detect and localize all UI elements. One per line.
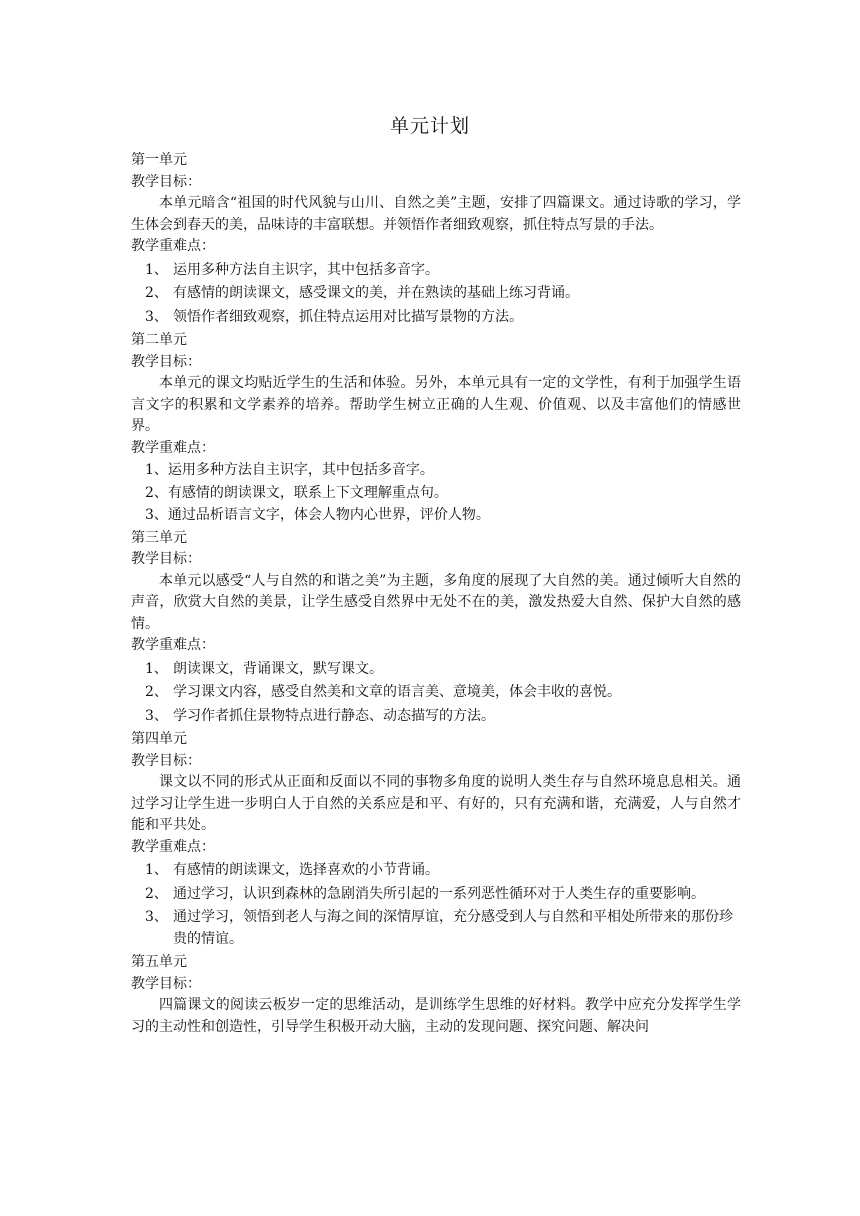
- goal-label: 教学目标：: [131, 752, 201, 769]
- list-item: [145, 659, 741, 681]
- item-number: 3、: [145, 707, 168, 724]
- goal-label: 教学目标：: [131, 975, 201, 992]
- goal-label: 教学目标：: [131, 551, 201, 567]
- item-text: 有感情的朗读课文，联系上下文理解重点句。: [167, 484, 448, 501]
- goal-label: 教学目标：: [131, 173, 201, 190]
- key-points-list: [145, 460, 741, 527]
- unit-heading: 第二单元: [131, 332, 187, 348]
- goal-paragraph: 四篇课文的阅读云板岁一定的思维活动，是训练学生思维的好材料。教学中应充分发挥学生学习的主动性和创造性，引导学生积极开动大脑，主动的发现问题、探究问题、解决问: [131, 997, 741, 1035]
- list-item: [145, 682, 741, 704]
- document-body: [131, 150, 741, 1038]
- unit-section: [131, 150, 741, 328]
- item-text: 通过学习，领悟到老人与海之间的深情厚谊，充分感受到人与自然和平相处所带来的那份珍贵的情谊。: [173, 909, 733, 947]
- unit-heading: 第五单元: [131, 954, 187, 970]
- item-text: 运用多种方法自主识字，其中包括多音字。: [173, 261, 439, 278]
- item-number: 2、: [145, 684, 168, 700]
- unit-heading: 第一单元: [131, 152, 187, 168]
- unit-section: [131, 330, 741, 527]
- item-text: 通过学习，认识到森林的急剧消失所引起的一系列恶性循环对于人类生存的重要影响。: [173, 885, 705, 902]
- key-points-label: 教学重难点：: [131, 838, 215, 855]
- key-points-list: [145, 659, 741, 728]
- key-points-label: 教学重难点：: [131, 439, 215, 456]
- item-number: 2、: [145, 484, 168, 501]
- item-number: 2、: [145, 885, 168, 902]
- list-item: [145, 884, 741, 906]
- document-title: 单元计划: [389, 115, 470, 137]
- item-text: 运用多种方法自主识字，其中包括多音字。: [167, 462, 434, 478]
- item-number: 2、: [145, 285, 168, 301]
- list-item: [145, 907, 741, 950]
- list-item: [145, 307, 741, 329]
- item-number: 1、: [145, 660, 168, 677]
- item-number: 1、: [145, 261, 168, 278]
- goal-paragraph: 课文以不同的形式从正面和反面以不同的事物多角度的说明人类生存与自然环境息息相关。通过学习让学生进一步明白人于自然的关系应是和平、有好的，只有充满和谐，充满爱，人与自然才能和平共处。: [131, 774, 741, 833]
- goal-paragraph: 本单元暗含“祖国的时代风貌与山川、自然之美”主题，安排了四篇课文。通过诗歌的学习，学生体会到春天的美，品味诗的丰富联想。并领悟作者细致观察，抓住特点写景的手法。: [131, 195, 741, 233]
- item-number: 1、: [145, 862, 168, 878]
- goal-paragraph: 本单元的课文均贴近学生的生活和体验。另外，本单元具有一定的文学性，有利于加强学生语言文字的积累和文学素养的培养。帮助学生树立正确的人生观、价值观、以及丰富他们的情感世界。: [131, 375, 741, 434]
- key-points-label: 教学重难点：: [131, 238, 215, 254]
- list-item: [145, 483, 741, 505]
- item-text: 学习课文内容，感受自然美和文章的语言美、意境美，体会丰收的喜悦。: [173, 684, 621, 700]
- key-points-list: [145, 260, 741, 329]
- unit-section: [131, 729, 741, 950]
- goal-label: 教学目标：: [131, 353, 201, 370]
- unit-section: [131, 952, 741, 1038]
- item-text: 学习作者抓住景物特点进行静态、动态描写的方法。: [173, 707, 495, 724]
- list-item: [145, 460, 741, 482]
- item-number: 3、: [145, 507, 168, 523]
- item-text: 领悟作者细致观察，抓住特点运用对比描写景物的方法。: [173, 308, 523, 325]
- goal-paragraph: 本单元以感受“人与自然的和谐之美”为主题，多角度的展现了大自然的美。通过倾听大自然的声音，欣赏大自然的美景，让学生感受自然界中无处不在的美，激发热爱大自然、保护大自然的感情。: [131, 572, 741, 632]
- list-item: [145, 260, 741, 282]
- item-text: 通过品析语言文字，体会人物内心世界，评价人物。: [167, 507, 490, 523]
- list-item: [145, 860, 741, 882]
- list-item: [145, 505, 741, 527]
- item-text: 朗读课文，背诵课文，默写课文。: [173, 660, 383, 677]
- item-number: 3、: [145, 308, 168, 325]
- item-text: 有感情的朗读课文，感受课文的美，并在熟读的基础上练习背诵。: [173, 285, 579, 301]
- item-number: 1、: [145, 462, 168, 478]
- key-points-list: [145, 860, 741, 950]
- unit-heading: 第三单元: [131, 529, 187, 546]
- unit-heading: 第四单元: [131, 731, 187, 747]
- list-item: [145, 706, 741, 728]
- list-item: [145, 283, 741, 305]
- item-text: 有感情的朗读课文，选择喜欢的小节背诵。: [173, 862, 439, 878]
- unit-section: [131, 528, 741, 728]
- key-points-label: 教学重难点：: [131, 637, 215, 653]
- item-number: 3、: [145, 909, 168, 925]
